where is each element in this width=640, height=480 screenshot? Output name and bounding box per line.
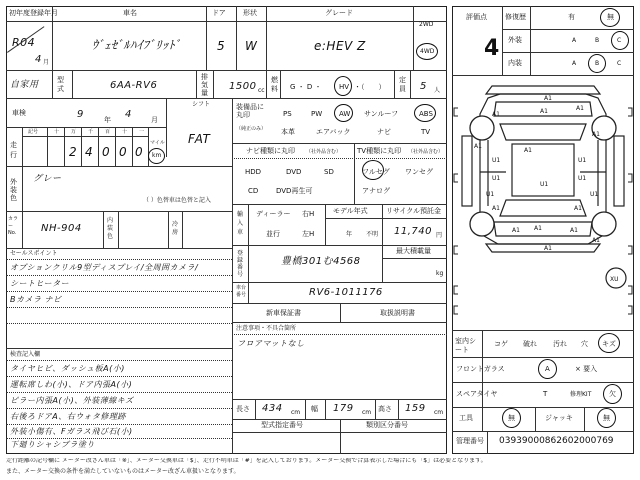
digits-header-3: 千 bbox=[88, 129, 94, 135]
digits-header-1: 十 bbox=[54, 129, 60, 135]
seat-tear: 破れ bbox=[523, 340, 537, 348]
recycle-label: リサイクル預託金 bbox=[386, 207, 442, 215]
recycle-value: 11,740 bbox=[394, 226, 432, 237]
mileage-label: 走行 bbox=[10, 141, 17, 159]
navi-dvd-play: DVD再生可 bbox=[276, 187, 313, 195]
digit-4: 0 bbox=[119, 145, 128, 159]
diag-label-9: U1 bbox=[492, 175, 501, 182]
spare-tire-label: スペアタイヤ bbox=[456, 390, 498, 398]
displacement: 1500 bbox=[229, 81, 257, 92]
jack-none-circle bbox=[597, 408, 616, 428]
plate-value: 豊橋301む4568 bbox=[281, 256, 361, 267]
inspection-month: 4 bbox=[125, 109, 132, 120]
recycle-ac-label: 冷房 bbox=[172, 221, 179, 236]
exterior-note: （ ）色替車は色替と記入 bbox=[143, 197, 211, 204]
tv-fullseg-circle bbox=[362, 160, 384, 180]
front-glass-a-circle bbox=[538, 359, 557, 379]
width-label: 幅 bbox=[311, 405, 318, 413]
fuel-options: G ・ D ・ bbox=[290, 83, 322, 91]
seat-scratch: キズ bbox=[602, 340, 616, 348]
inspector-line-3: 右後ろドアA、右ウォタ修理跡 bbox=[10, 412, 126, 421]
use: 自家用 bbox=[10, 80, 39, 90]
reg-month-unit: 月 bbox=[43, 59, 50, 66]
seat-hole: 穴 bbox=[581, 340, 588, 348]
drive-4wd-circle bbox=[416, 43, 438, 60]
footer-line-1: 走行距離の記号欄に メーター改ざん車は「※」、メーター交換車は「$」、走行不明車は「#」を記入しております。メーター交換で合算表示した場合にも「$」は必要となります。 bbox=[6, 458, 487, 464]
shift: FAT bbox=[188, 132, 211, 146]
designation-label: 型式指定番号 bbox=[261, 421, 303, 429]
shape-label: 形状 bbox=[243, 9, 257, 17]
capacity-unit: 人 bbox=[434, 87, 441, 94]
grade: e:HEV Z bbox=[314, 39, 366, 53]
navi-sd: SD bbox=[324, 168, 334, 176]
height-unit: cm bbox=[434, 409, 444, 416]
height-value: 159 bbox=[405, 403, 426, 414]
selling-point-1: シートヒーター bbox=[10, 279, 70, 288]
max-load-label: 最大積載量 bbox=[396, 247, 431, 255]
shift-label: シフト bbox=[192, 101, 211, 108]
digit-2: 4 bbox=[85, 145, 94, 159]
inspection-month-unit: 月 bbox=[151, 116, 158, 124]
equip-tv: TV bbox=[421, 128, 431, 136]
drive-2wd: 2WD bbox=[419, 21, 434, 28]
diag-label-8: U1 bbox=[540, 181, 549, 188]
import-parallel: 並行 bbox=[266, 230, 280, 238]
digits-header-5: 十 bbox=[122, 129, 128, 135]
inspector-line-2: ピラー内張A(小)、外装薄線キズ bbox=[10, 396, 134, 405]
model-year-unknown: 不明 bbox=[366, 231, 379, 238]
diag-label-4: A1 bbox=[592, 131, 600, 138]
diag-label-11: U1 bbox=[590, 191, 599, 198]
selling-point-0: オプションクリル9型ディスプレイ/全周囲カメラ/ bbox=[10, 263, 199, 272]
fuel-label: 燃料 bbox=[271, 76, 278, 93]
int-grade-a: A bbox=[572, 60, 577, 67]
spare-tire-none: 欠 bbox=[609, 390, 616, 398]
management-value: 03939000862602000769 bbox=[499, 436, 614, 446]
ext-grade-a: A bbox=[572, 37, 577, 44]
digit-1: 2 bbox=[69, 145, 78, 159]
front-glass-label: フロントガラス bbox=[456, 365, 505, 373]
navi-sub: （社外品含む） bbox=[306, 149, 342, 155]
color-no-label: カラーNo. bbox=[8, 216, 19, 236]
import-left: 左H bbox=[302, 230, 315, 238]
interior-seat-label: 室内シート bbox=[455, 337, 476, 354]
doors: 5 bbox=[217, 39, 226, 53]
car-diagram bbox=[452, 76, 634, 331]
interior-grade-label: 内装 bbox=[508, 59, 522, 67]
notes-label: 注意事項・不具合箇所 bbox=[236, 325, 297, 332]
repair-label: 修復歴 bbox=[505, 13, 526, 21]
exterior-grade-label: 外装 bbox=[508, 36, 522, 44]
warranty-manual: 取扱説明書 bbox=[380, 309, 415, 317]
tools-label: 工具 bbox=[459, 414, 473, 422]
import-right: 右H bbox=[302, 210, 315, 218]
score-label: 評価点 bbox=[466, 13, 487, 21]
score-value: 4 bbox=[484, 36, 500, 61]
int-grade-b-circle bbox=[588, 54, 606, 73]
equip-sunroof: サンルーフ bbox=[364, 110, 399, 118]
reg-month: 4 bbox=[35, 54, 42, 65]
height-label: 高さ bbox=[378, 405, 392, 413]
spare-tire-kit: 修理KIT bbox=[570, 391, 592, 398]
repair-no: 無 bbox=[607, 13, 614, 21]
int-grade-c: C bbox=[617, 60, 622, 67]
model-label: 型式 bbox=[57, 76, 64, 93]
model-year-unit: 年 bbox=[346, 231, 353, 238]
digits-header-4: 百 bbox=[105, 129, 111, 135]
repair-yes: 有 bbox=[568, 13, 575, 21]
footer-line-2: また、メーター交換の条件を満たしていないものはメーター改ざん車扱いとなります。 bbox=[6, 468, 240, 475]
model: 6AA-RV6 bbox=[110, 80, 158, 91]
equipment-label: 装備品に丸印 bbox=[236, 103, 264, 119]
selling-point-2: Bカメラ ナビ bbox=[10, 295, 62, 304]
length-value: 434 bbox=[262, 403, 283, 414]
capacity-label: 定員 bbox=[399, 76, 406, 93]
digit-5: 0 bbox=[135, 145, 144, 159]
interior-color-label: 内装色 bbox=[107, 217, 114, 240]
inspector-line-0: タイヤヒビ、ダッシュ板A(小) bbox=[10, 364, 125, 373]
ext-grade-c-circle bbox=[611, 31, 629, 50]
spare-tire-t: T bbox=[543, 390, 548, 398]
digits-header-6: 一 bbox=[139, 129, 145, 135]
diag-label-7: U1 bbox=[578, 175, 587, 182]
diag-label-1: A1 bbox=[540, 108, 548, 115]
recycle-unit: 円 bbox=[436, 232, 443, 239]
diag-label-19: A1 bbox=[512, 227, 520, 234]
car-name: ｳﾞｪｾﾞﾙﾊｲﾌﾞﾘｯﾄﾞ bbox=[92, 38, 182, 52]
diag-label-16: A1 bbox=[534, 225, 542, 232]
diag-label-5: A1 bbox=[474, 143, 482, 150]
inspector-line-4: 外装小傷有、Fガラス飛び石(小) bbox=[10, 427, 133, 436]
equip-airbag: エアバック bbox=[316, 128, 351, 136]
tv-sub: （社外品含む） bbox=[408, 149, 444, 155]
navi-label: ナビ種類に丸印 bbox=[246, 147, 295, 155]
diag-label-17: A1 bbox=[570, 227, 578, 234]
width-value: 179 bbox=[333, 403, 354, 414]
jack-none: 無 bbox=[603, 414, 610, 422]
grade-label: グレード bbox=[325, 9, 353, 17]
inspector-label: 検査記入欄 bbox=[10, 351, 41, 358]
width-unit: cm bbox=[362, 409, 372, 416]
import-dealer: ディーラー bbox=[256, 210, 291, 218]
inspection-label: 車検 bbox=[12, 109, 26, 117]
fuel-hv-circle bbox=[334, 76, 352, 96]
reg-year: R04 bbox=[12, 36, 36, 49]
front-glass-a: A bbox=[545, 365, 550, 373]
max-load-kg: kg bbox=[436, 270, 444, 277]
diag-label-3: A1 bbox=[492, 111, 500, 118]
int-grade-b: B bbox=[595, 60, 600, 67]
exterior-color: グレー bbox=[33, 174, 62, 184]
diag-label-10: U1 bbox=[492, 157, 501, 164]
tv-analog: アナログ bbox=[362, 187, 390, 195]
diag-label-21: A1 bbox=[592, 237, 600, 244]
fuel-extra: ・（ ） bbox=[354, 83, 386, 91]
diag-label-12: U1 bbox=[486, 191, 495, 198]
digit-3: 0 bbox=[102, 145, 111, 159]
spare-tire-none-circle bbox=[603, 384, 622, 404]
digits-header-2: 万 bbox=[71, 129, 77, 135]
ext-grade-c: C bbox=[617, 37, 622, 44]
chassis-label: 車台番号 bbox=[236, 285, 247, 298]
km-label: km bbox=[152, 152, 162, 159]
seat-scratch-circle bbox=[598, 333, 620, 353]
management-label: 管理番号 bbox=[456, 437, 484, 445]
cc-unit: cc bbox=[258, 87, 265, 94]
tools-none: 無 bbox=[508, 414, 515, 422]
car-name-label: 車名 bbox=[123, 9, 137, 17]
ext-grade-b: B bbox=[595, 37, 600, 44]
navi-cd: CD bbox=[248, 187, 259, 195]
tv-label: TV種類に丸印 bbox=[357, 147, 402, 155]
model-year-label: モデル年式 bbox=[333, 207, 368, 215]
diag-label-2: A1 bbox=[576, 105, 584, 112]
chassis-value: RV6-1011176 bbox=[309, 287, 383, 298]
repair-no-circle bbox=[600, 8, 620, 27]
tools-none-circle bbox=[502, 408, 521, 428]
equip-leather: 本革 bbox=[281, 128, 295, 136]
warranty-new-car: 新車保証書 bbox=[266, 309, 301, 317]
exterior-label: 外装色 bbox=[10, 178, 17, 202]
category-label: 類別区分番号 bbox=[366, 421, 408, 429]
drive-4wd: 4WD bbox=[420, 48, 435, 55]
seat-stain: 汚れ bbox=[553, 340, 567, 348]
first-reg-label: 初年度登録年月 bbox=[9, 9, 58, 17]
import-label: 輸入車 bbox=[237, 211, 244, 236]
diag-label-0: A1 bbox=[544, 95, 552, 102]
equip-ps: PS bbox=[283, 110, 292, 118]
front-glass-x: × 要入 bbox=[575, 365, 598, 373]
diag-label-14: A1 bbox=[492, 205, 500, 212]
navi-hdd: HDD bbox=[245, 168, 262, 176]
inspector-line-5: 下廻りシャシブラ塗り bbox=[10, 440, 95, 449]
equip-aw-circle bbox=[334, 104, 353, 122]
equip-abs: ABS bbox=[419, 110, 433, 118]
mile-label: マイル bbox=[150, 140, 165, 146]
inspection-year: 9 bbox=[77, 109, 84, 120]
shape: W bbox=[245, 39, 258, 53]
selling-points-label: セールスポイント bbox=[10, 250, 58, 257]
tv-fullseg: フルセグ bbox=[362, 168, 390, 176]
inspection-year-unit: 年 bbox=[104, 116, 111, 124]
equip-navi: ナビ bbox=[377, 128, 391, 136]
km-circle bbox=[148, 148, 165, 164]
seat-burn: コゲ bbox=[494, 340, 508, 348]
diag-label-6: U1 bbox=[578, 157, 587, 164]
color-no-value: NH-904 bbox=[41, 223, 82, 234]
jack-label: ジャッキ bbox=[545, 414, 573, 422]
equip-aw: AW bbox=[339, 110, 351, 118]
equip-pw: PW bbox=[311, 110, 323, 118]
tv-oneseg: ワンセグ bbox=[405, 168, 433, 176]
diag-label-20: A1 bbox=[544, 245, 552, 252]
length-unit: cm bbox=[291, 409, 301, 416]
diag-label-15: A1 bbox=[574, 205, 582, 212]
inspector-line-1: 運転席しわ(小)、ドア内張A(小) bbox=[10, 380, 133, 389]
equipment-sub: （純正のみ） bbox=[236, 126, 267, 132]
door-label: ドア bbox=[212, 9, 226, 17]
diag-label-18: XU bbox=[610, 276, 619, 283]
notes-value: フロアマットなし bbox=[237, 339, 305, 348]
navi-dvd: DVD bbox=[286, 168, 302, 176]
disp-label: 排気量 bbox=[201, 73, 208, 97]
plate-label: 登録番号 bbox=[237, 250, 244, 278]
diag-label-13: A1 bbox=[524, 147, 532, 154]
equip-abs-circle bbox=[414, 104, 436, 122]
fuel-hv: HV bbox=[339, 83, 350, 91]
digits-header-0: 記号 bbox=[28, 129, 39, 135]
capacity: 5 bbox=[420, 81, 427, 92]
length-label: 長さ bbox=[236, 405, 250, 413]
